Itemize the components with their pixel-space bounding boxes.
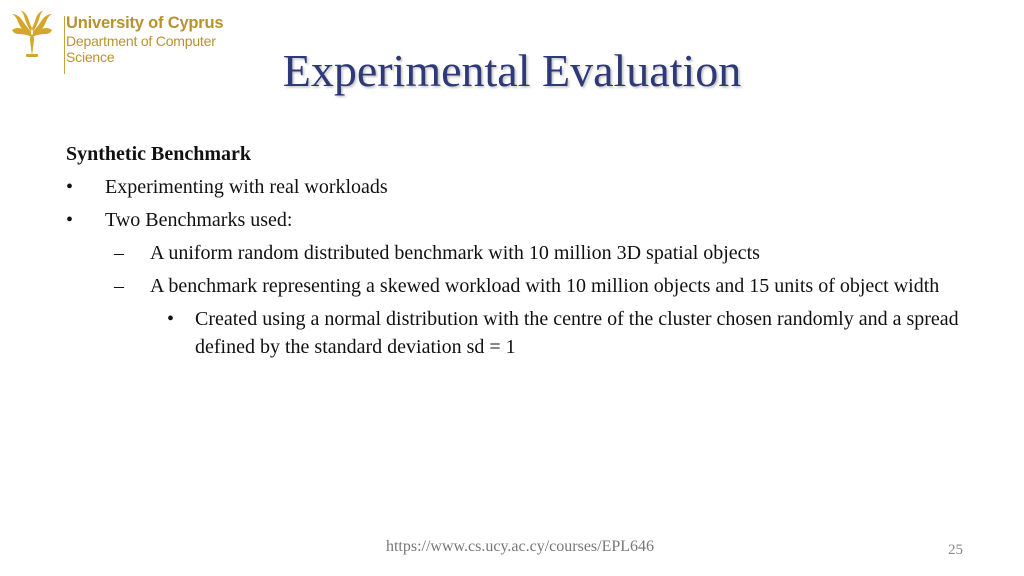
sub-bullet-item (66, 272, 966, 300)
slide-content (66, 140, 966, 366)
bullet-icon: • (66, 209, 74, 231)
sub-bullet-text: A uniform random distributed benchmark with 10 million 3D spatial objects (150, 242, 760, 264)
bullet-icon: • (167, 308, 175, 330)
logo-department-line1: Department of Computer (66, 32, 216, 49)
bullet-item (66, 206, 966, 234)
bullet-text: Two Benchmarks used: (105, 209, 293, 231)
dash-icon: – (114, 242, 124, 264)
bullet-item (66, 173, 966, 201)
slide-title (0, 44, 1024, 97)
logo-department-line2: Science (66, 49, 115, 66)
sub-sub-bullet-item (66, 305, 966, 361)
bullet-text: Experimenting with real workloads (105, 176, 388, 198)
sub-bullet-item (66, 239, 966, 267)
sub-bullet-text: A benchmark representing a skewed workload with 10 million objects and 15 units of object width (150, 275, 940, 297)
logo-university-name: University of Cyprus (66, 14, 224, 32)
slide-title-text: Experimental Evaluation (282, 45, 742, 96)
sub-sub-bullet-text: Created using a normal distribution with the centre of the cluster chosen randomly and a spread defined by the standard deviation sd = 1 (195, 308, 959, 358)
page-number: 25 (948, 542, 963, 558)
dash-icon: – (114, 275, 124, 297)
section-heading: Synthetic Benchmark (66, 143, 251, 165)
footer-url: https://www.cs.ucy.ac.cy/courses/EPL646 (385, 538, 655, 555)
bullet-icon: • (66, 176, 74, 198)
